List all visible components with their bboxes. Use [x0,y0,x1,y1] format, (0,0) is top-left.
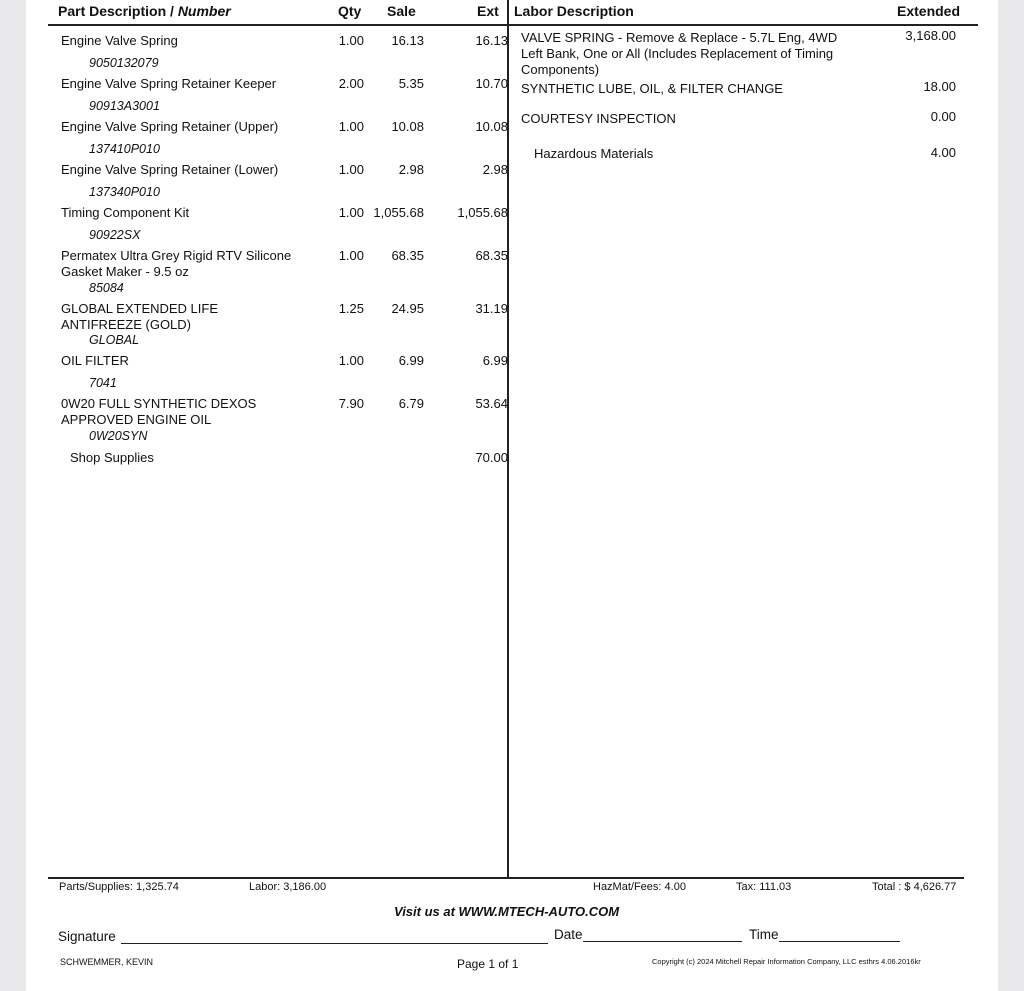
part-qty: 1.00 [338,205,364,220]
part-qty: 1.00 [338,162,364,177]
part-description: Engine Valve Spring Retainer Keeper [61,76,277,91]
part-sale: 2.98 [398,162,424,177]
part-sale: 24.95 [391,301,424,316]
part-number: 90922SX [89,228,141,242]
part-sale: 6.79 [398,396,424,411]
labor-extended: 3,168.00 [905,28,956,43]
header-number-label: Number [177,3,231,19]
part-description: Engine Valve Spring Retainer (Upper) [61,119,279,134]
shop-supplies-ext: 70.00 [475,450,508,465]
part-sale: 16.13 [391,33,424,48]
part-number: 137340P010 [89,185,160,199]
part-description: Permatex Ultra Grey Rigid RTV Silicone Gasket Maker - 9.5 oz [61,248,292,279]
labor-description: COURTESY INSPECTION [521,111,676,126]
part-ext: 10.08 [475,119,508,134]
part-description: OIL FILTER [61,353,129,368]
header-qty: Qty [338,3,362,19]
labor-extended: 4.00 [930,145,956,160]
part-number: GLOBAL [89,333,140,347]
labor-description: Hazardous Materials [534,146,654,161]
labor-extended: 0.00 [930,109,956,124]
tax-total: Tax: 111.03 [736,881,792,893]
part-ext: 1,055.68 [457,205,508,220]
header-part-description [58,3,231,19]
part-number: 90913A3001 [89,99,160,113]
part-qty: 7.90 [338,396,364,411]
part-number: 0W20SYN [89,429,148,443]
part-ext: 68.35 [475,248,508,263]
header-divider [48,24,978,26]
labor-total: Labor: 3,186.00 [249,881,327,893]
page-number: Page 1 of 1 [457,957,519,971]
time-label: Time [749,927,779,942]
part-sale: 10.08 [391,119,424,134]
date-label: Date [554,927,583,942]
header-extended: Extended [897,3,961,19]
copyright: Copyright (c) 2024 Mitchell Repair Information Company, LLC esthrs 4.06.2016kr [652,957,921,966]
part-sale: 68.35 [391,248,424,263]
grand-total: Total : $ 4,626.77 [872,881,957,893]
part-qty: 2.00 [338,76,364,91]
part-ext: 16.13 [475,33,508,48]
part-qty: 1.00 [338,33,364,48]
part-sale: 1,055.68 [373,205,424,220]
signature-line [121,943,548,944]
part-sale: 6.99 [398,353,424,368]
part-description: Engine Valve Spring Retainer (Lower) [61,162,279,177]
signature-label: Signature [58,929,116,944]
labor-description: VALVE SPRING - Remove & Replace - 5.7L Eng, 4WD Left Bank, One or All (Includes Replacement of Timing Components) [521,30,838,77]
part-sale: 5.35 [398,76,424,91]
header-part-label: Part Description / [58,3,178,19]
part-number: 9050132079 [89,56,159,70]
header-ext: Ext [477,3,499,19]
totals-divider [48,877,964,879]
part-qty: 1.00 [338,248,364,263]
parts-supplies-total: Parts/Supplies: 1,325.74 [59,881,179,893]
visit-website: Visit us at WWW.MTECH-AUTO.COM [394,904,620,919]
part-ext: 31.19 [475,301,508,316]
header-sale: Sale [387,3,416,19]
date-line [583,941,742,942]
part-number: 137410P010 [89,142,160,156]
labor-extended: 18.00 [923,79,956,94]
technician-name: SCHWEMMER, KEVIN [60,957,154,967]
part-ext: 10.70 [475,76,508,91]
part-description: Engine Valve Spring [61,33,178,48]
part-qty: 1.00 [338,353,364,368]
part-ext: 53.64 [475,396,508,411]
part-number: 85084 [89,281,124,295]
part-ext: 6.99 [482,353,508,368]
part-description: 0W20 FULL SYNTHETIC DEXOS APPROVED ENGINE OIL [61,396,257,427]
labor-description: SYNTHETIC LUBE, OIL, & FILTER CHANGE [521,81,783,96]
shop-supplies-label: Shop Supplies [70,450,154,465]
part-number: 7041 [89,376,117,390]
part-ext: 2.98 [482,162,508,177]
hazmat-total: HazMat/Fees: 4.00 [593,881,686,893]
part-description: Timing Component Kit [61,205,190,220]
part-qty: 1.00 [338,119,364,134]
part-qty: 1.25 [338,301,364,316]
part-description: GLOBAL EXTENDED LIFE ANTIFREEZE (GOLD) [61,301,219,332]
time-line [779,941,900,942]
header-labor-description: Labor Description [514,3,634,19]
invoice-sheet [26,0,998,991]
